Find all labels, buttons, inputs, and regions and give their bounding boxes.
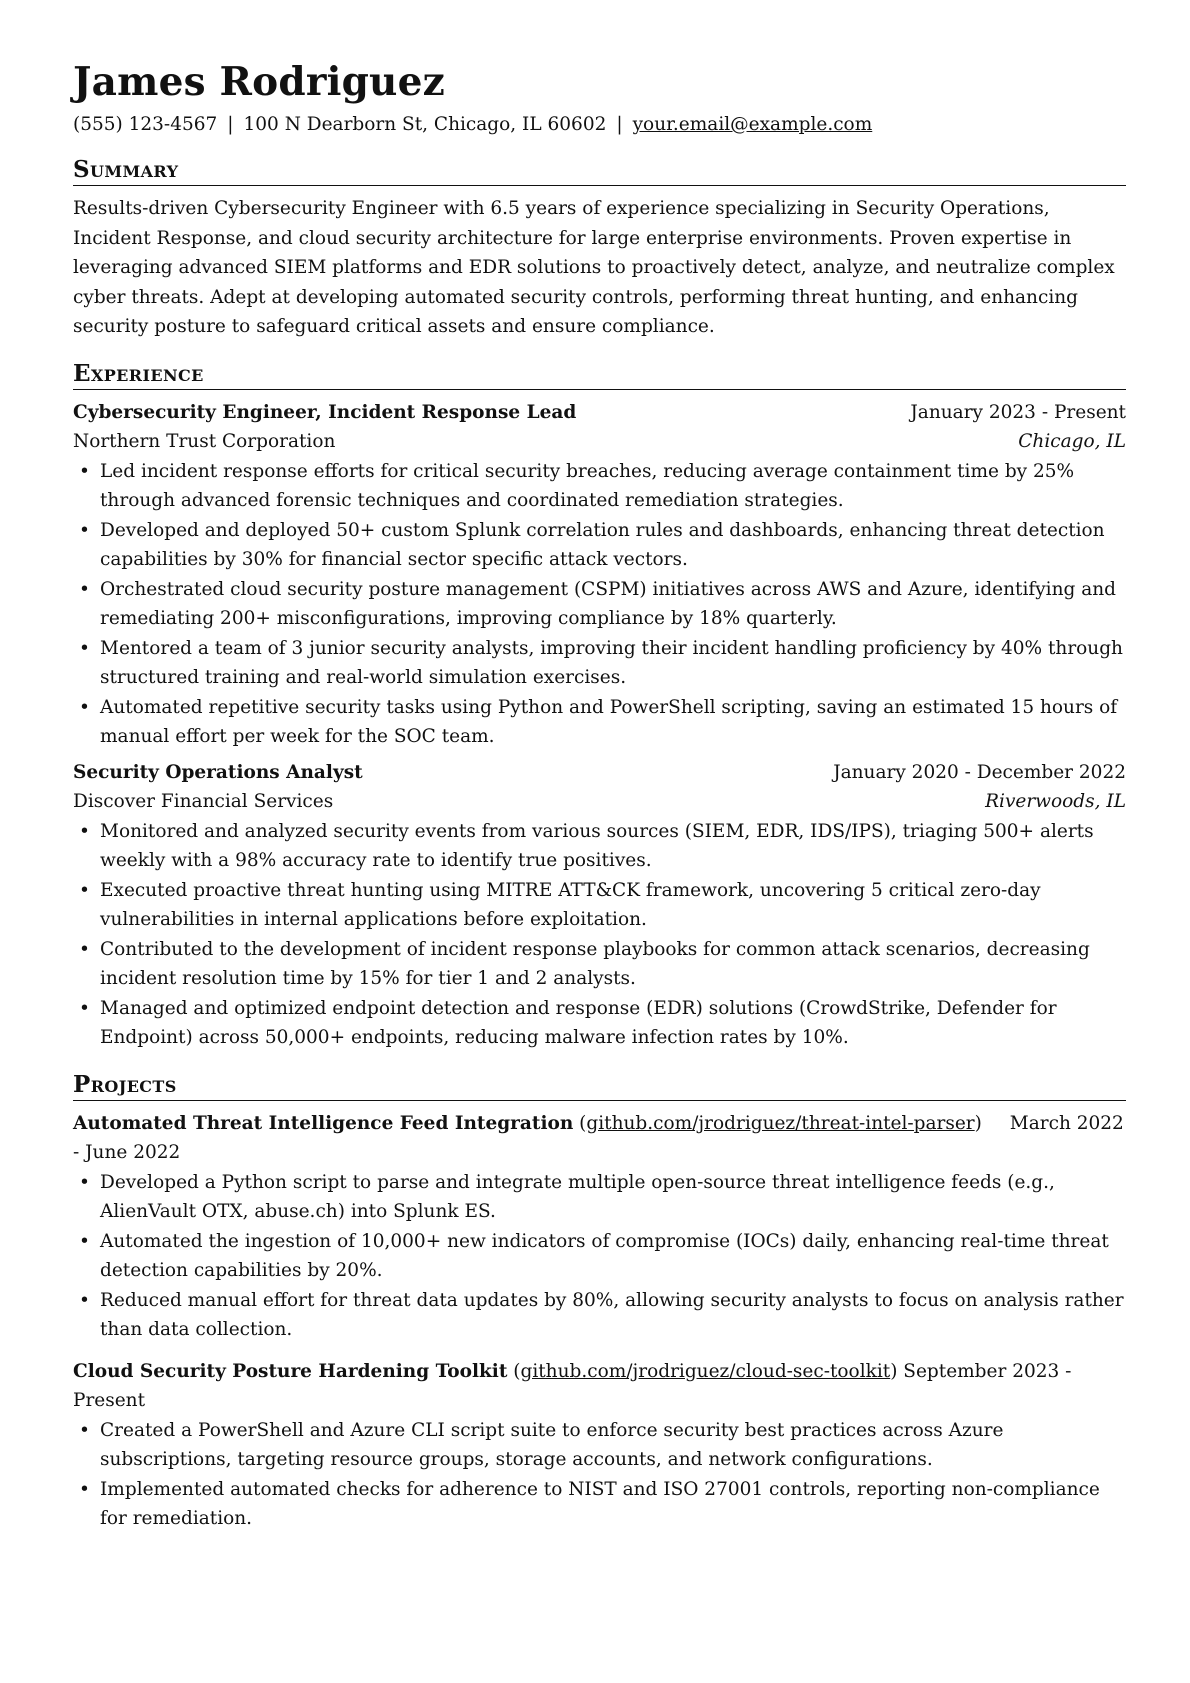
project-dates: March 2022 - June 2022 xyxy=(73,1112,1124,1163)
project-bullets xyxy=(73,1416,1126,1534)
project-entry xyxy=(73,1357,1126,1534)
bullet-item: • Created a PowerShell and Azure CLI script suite to enforce security best practices across Azure subscriptions, targeting resource groups, storage accounts, and network configurations. xyxy=(73,1416,1126,1475)
job-entry xyxy=(73,398,1126,752)
bullet-item: • Implemented automated checks for adherence to NIST and ISO 27001 controls, reporting non-compliance for remediation. xyxy=(73,1475,1126,1534)
job-company: Northern Trust Corporation xyxy=(73,431,336,452)
bullet-item: • Mentored a team of 3 junior security analysts, improving their incident handling proficiency by 40% through structured training and real-world simulation exercises. xyxy=(73,634,1126,693)
section-title-experience: Experience xyxy=(73,360,1126,390)
project-entry xyxy=(73,1109,1126,1345)
address: 100 N Dearborn St, Chicago, IL 60602 xyxy=(243,114,607,135)
email-link[interactable]: your.email@example.com xyxy=(632,114,873,135)
bullet-item: • Developed and deployed 50+ custom Splunk correlation rules and dashboards, enhancing threat detection capabilities by 30% for financial sector specific attack vectors. xyxy=(73,516,1126,575)
project-name: Automated Threat Intelligence Feed Integration xyxy=(73,1112,574,1134)
bullet-item: • Monitored and analyzed security events from various sources (SIEM, EDR, IDS/IPS), triaging 500+ alerts weekly with a 98% accuracy rate to identify true positives. xyxy=(73,817,1126,876)
phone-number: (555) 123-4567 xyxy=(73,114,218,135)
job-role: Security Operations Analyst xyxy=(73,761,363,783)
bullet-item: • Led incident response efforts for critical security breaches, reducing average containment time by 25% through advanced forensic techniques and coordinated remediation strategies. xyxy=(73,457,1126,516)
project-heading: Automated Threat Intelligence Feed Integration (github.com/jrodriguez/threat-intel-parser) March 2022 - June 2022 xyxy=(73,1112,1124,1163)
resume-page xyxy=(73,58,1126,1534)
contact-separator: | xyxy=(227,114,234,135)
section-title-projects: Projects xyxy=(73,1071,1126,1101)
job-company: Discover Financial Services xyxy=(73,791,334,812)
job-location: Riverwoods, IL xyxy=(985,791,1126,812)
candidate-name: James Rodriguez xyxy=(73,59,445,105)
project-name: Cloud Security Posture Hardening Toolkit xyxy=(73,1360,508,1382)
job-bullets xyxy=(73,817,1126,1053)
project-bullets xyxy=(73,1168,1126,1345)
bullet-item: • Executed proactive threat hunting using MITRE ATT&CK framework, uncovering 5 critical zero-day vulnerabilities in internal applications before exploitation. xyxy=(73,876,1126,935)
project-link[interactable]: github.com/jrodriguez/cloud-sec-toolkit xyxy=(520,1360,891,1382)
bullet-item: • Managed and optimized endpoint detection and response (EDR) solutions (CrowdStrike, Defender for Endpoint) across 50,000+ endpoints, reducing malware infection rates by 10%. xyxy=(73,994,1126,1053)
contact-separator: | xyxy=(616,114,623,135)
project-link[interactable]: github.com/jrodriguez/threat-intel-parser xyxy=(586,1112,975,1134)
summary-text: Results-driven Cybersecurity Engineer with 6.5 years of experience specializing in Security Operations, Incident Response, and cloud security architecture for large enterprise environments. Proven expertise in leveraging advanced SIEM platforms and EDR solutions to proactively detect, analyze, and neutralize complex cyber threats. Adept at developing automated security controls, performing threat hunting, and enhancing security posture to safeguard critical assets and ensure compliance. xyxy=(73,198,1115,337)
experience-list xyxy=(73,398,1126,1053)
bullet-item: • Developed a Python script to parse and integrate multiple open-source threat intelligence feeds (e.g., AlienVault OTX, abuse.ch) into Splunk ES. xyxy=(73,1168,1126,1227)
bullet-item: • Orchestrated cloud security posture management (CSPM) initiatives across AWS and Azure, identifying and remediating 200+ misconfigurations, improving compliance by 18% quarterly. xyxy=(73,575,1126,634)
bullet-item: • Contributed to the development of incident response playbooks for common attack scenarios, decreasing incident resolution time by 15% for tier 1 and 2 analysts. xyxy=(73,935,1126,994)
job-bullets xyxy=(73,457,1126,752)
project-dates: September 2023 - Present xyxy=(73,1360,1072,1411)
job-role: Cybersecurity Engineer, Incident Response Lead xyxy=(73,401,577,423)
job-dates: January 2020 - December 2022 xyxy=(833,761,1126,783)
project-list xyxy=(73,1109,1126,1534)
section-title-summary: Summary xyxy=(73,156,1126,186)
bullet-item: • Reduced manual effort for threat data updates by 80%, allowing security analysts to focus on analysis rather than data collection. xyxy=(73,1286,1126,1345)
job-dates: January 2023 - Present xyxy=(910,401,1126,423)
job-entry xyxy=(73,758,1126,1053)
job-location: Chicago, IL xyxy=(1018,431,1126,452)
contact-line xyxy=(73,112,1126,138)
bullet-item: • Automated the ingestion of 10,000+ new indicators of compromise (IOCs) daily, enhancing real-time threat detection capabilities by 20%. xyxy=(73,1227,1126,1286)
project-heading: Cloud Security Posture Hardening Toolkit (github.com/jrodriguez/cloud-sec-toolkit) September 2023 - Present xyxy=(73,1360,1072,1411)
bullet-item: • Automated repetitive security tasks using Python and PowerShell scripting, saving an estimated 15 hours of manual effort per week for the SOC team. xyxy=(73,693,1126,752)
